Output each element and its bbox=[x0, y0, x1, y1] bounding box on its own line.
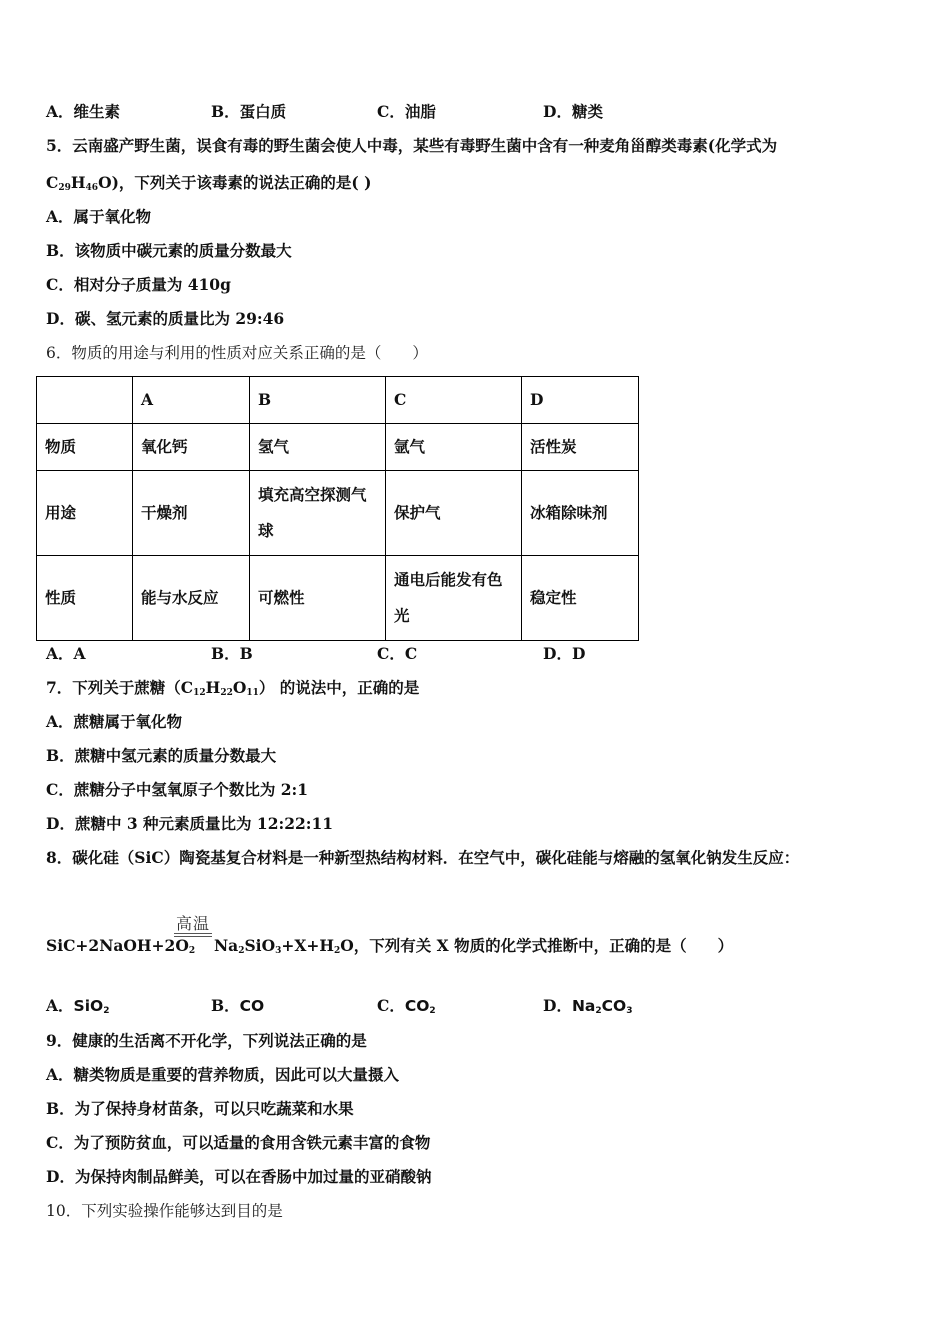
q6-header-empty bbox=[37, 377, 133, 424]
q8-equation-left bbox=[46, 936, 195, 961]
q8-right-sio-sub: 3 bbox=[275, 946, 282, 956]
q7-option-a: A．蔗糖属于氧化物 bbox=[46, 712, 183, 731]
q8-option-d-label: D． bbox=[543, 996, 572, 1015]
q4-option-a: A．维生素 bbox=[46, 102, 121, 121]
q9-option-b: B．为了保持身材苗条，可以只吃蔬菜和水果 bbox=[46, 1099, 354, 1118]
q8-option-c-sub: 2 bbox=[429, 1006, 436, 1016]
q7-sub-c: 12 bbox=[193, 688, 206, 698]
q6-cell: 稳定性 bbox=[522, 556, 639, 641]
q8-equation-right bbox=[214, 936, 733, 961]
q5-option-a: A．属于氧化物 bbox=[46, 207, 152, 226]
q6-header-a: A bbox=[133, 377, 250, 424]
q6-cell: 氧化钙 bbox=[133, 424, 250, 471]
q6-cell: 能与水反应 bbox=[133, 556, 250, 641]
q8-option-a-label: A． bbox=[46, 996, 74, 1015]
q10-stem: 10．下列实验操作能够达到目的是 bbox=[46, 1202, 283, 1220]
q6-table bbox=[36, 376, 639, 641]
q5-formula-c: C bbox=[46, 173, 59, 192]
q8-right-sio: SiO bbox=[244, 936, 276, 955]
q8-option-c bbox=[377, 996, 436, 1021]
q8-option-b-label: B． bbox=[211, 996, 240, 1015]
q8-option-d bbox=[543, 996, 632, 1021]
q6-header-d: D bbox=[522, 377, 639, 424]
q5-formula-h-sub: 46 bbox=[85, 183, 99, 193]
q6-table-header-row bbox=[37, 377, 639, 424]
q8-stem: 8．碳化硅（SiC）陶瓷基复合材料是一种新型热结构材料．在空气中，碳化硅能与熔融的氢氧化钠发生反应： bbox=[46, 848, 800, 867]
q7-option-d: D．蔗糖中 3 种元素质量比为 12:22:11 bbox=[46, 814, 334, 833]
q8-option-d-formula-co: CO bbox=[601, 997, 627, 1015]
q8-right-na-sub: 2 bbox=[238, 946, 245, 956]
q6-option-c: C．C bbox=[377, 644, 418, 663]
q7-sub-h: 22 bbox=[220, 688, 233, 698]
q8-left: SiC+2NaOH+2O bbox=[46, 936, 189, 955]
q8-option-c-formula: CO bbox=[404, 997, 430, 1015]
q8-arrow-line-top bbox=[174, 933, 212, 934]
q8-right-na: Na bbox=[214, 936, 239, 955]
q6-cell bbox=[386, 556, 522, 641]
q6-cell: 保护气 bbox=[386, 471, 522, 556]
q5-formula-h: H bbox=[70, 173, 86, 192]
q4-option-b: B．蛋白质 bbox=[211, 102, 287, 121]
q6-stem: 6．物质的用途与利用的性质对应关系正确的是（ ） bbox=[46, 344, 428, 362]
q6-cell bbox=[250, 471, 386, 556]
q7-option-c: C．蔗糖分子中氢氧原子个数比为 2:1 bbox=[46, 780, 309, 799]
q5-formula-c-sub: 29 bbox=[58, 183, 71, 193]
q7-option-b: B．蔗糖中氢元素的质量分数最大 bbox=[46, 746, 277, 765]
q6-table-row bbox=[37, 471, 639, 556]
q5-option-c: C．相对分子质量为 410g bbox=[46, 275, 231, 294]
q8-option-c-label: C． bbox=[377, 996, 405, 1015]
q6-cell: 冰箱除味剂 bbox=[522, 471, 639, 556]
q7-stem-post: ） 的说法中，正确的是 bbox=[258, 678, 420, 697]
q6-cell: 氩气 bbox=[386, 424, 522, 471]
q4-option-d: D．糖类 bbox=[543, 102, 603, 121]
q5-stem: 5．云南盛产野生菌，误食有毒的野生菌会使人中毒，某些有毒野生菌中含有一种麦角甾醇类毒素(化学式为 bbox=[46, 136, 778, 155]
q4-option-c: C．油脂 bbox=[377, 102, 436, 121]
q7-h: H bbox=[205, 678, 221, 697]
q8-option-a bbox=[46, 996, 109, 1021]
q6-cell: 干燥剂 bbox=[133, 471, 250, 556]
q8-option-b-formula: CO bbox=[239, 997, 265, 1015]
q6-row-label: 性质 bbox=[37, 556, 133, 641]
q8-condition: 高温 bbox=[176, 914, 211, 933]
q8-right-h-sub: 2 bbox=[334, 946, 341, 956]
q9-option-d: D．为保持肉制品鲜美，可以在香肠中加过量的亚硝酸钠 bbox=[46, 1167, 432, 1186]
q6-cell: 氢气 bbox=[250, 424, 386, 471]
q6-cell: 活性炭 bbox=[522, 424, 639, 471]
q8-option-d-sub-2: 3 bbox=[626, 1006, 633, 1016]
q6-option-b: B．B bbox=[211, 644, 253, 663]
q6-row-label: 用途 bbox=[37, 471, 133, 556]
q8-option-d-sub-1: 2 bbox=[595, 1006, 602, 1016]
q5-option-b: B．该物质中碳元素的质量分数最大 bbox=[46, 241, 292, 260]
q6-table-row bbox=[37, 424, 639, 471]
q5-stem-formula-line bbox=[46, 173, 371, 198]
q8-option-d-formula-na: Na bbox=[571, 997, 596, 1015]
q5-option-d: D．碳、氢元素的质量比为 29:46 bbox=[46, 309, 285, 328]
q8-option-a-sub: 2 bbox=[103, 1006, 110, 1016]
q8-left-sub: 2 bbox=[188, 946, 196, 956]
q9-stem: 9．健康的生活离不开化学，下列说法正确的是 bbox=[46, 1031, 367, 1050]
q7-stem-pre: 7．下列关于蔗糖（C bbox=[46, 678, 194, 697]
q6-option-a: A．A bbox=[46, 644, 86, 663]
q6-cell-text: 通电后能发有色光 bbox=[394, 570, 503, 625]
q8-option-a-formula: SiO bbox=[73, 997, 104, 1015]
q6-row-label: 物质 bbox=[37, 424, 133, 471]
q6-cell-text: 填充高空探测气球 bbox=[258, 485, 367, 540]
q7-stem bbox=[46, 678, 419, 703]
q6-header-b: B bbox=[250, 377, 386, 424]
q6-cell: 可燃性 bbox=[250, 556, 386, 641]
q9-option-c: C．为了预防贫血，可以适量的食用含铁元素丰富的食物 bbox=[46, 1133, 431, 1152]
q8-option-b bbox=[211, 996, 264, 1016]
q6-option-d: D．D bbox=[543, 644, 586, 663]
q9-option-a: A．糖类物质是重要的营养物质，因此可以大量摄入 bbox=[46, 1065, 400, 1084]
q5-stem-rest: O)，下列关于该毒素的说法正确的是( ) bbox=[98, 173, 372, 192]
q6-table-row bbox=[37, 556, 639, 641]
q8-right-rest: O，下列有关 X 物质的化学式推断中，正确的是（ ） bbox=[340, 936, 734, 955]
q8-right-x: +X+H bbox=[281, 936, 334, 955]
q6-header-c: C bbox=[386, 377, 522, 424]
q7-o: O bbox=[232, 678, 247, 697]
q7-sub-o: 11 bbox=[246, 688, 259, 698]
